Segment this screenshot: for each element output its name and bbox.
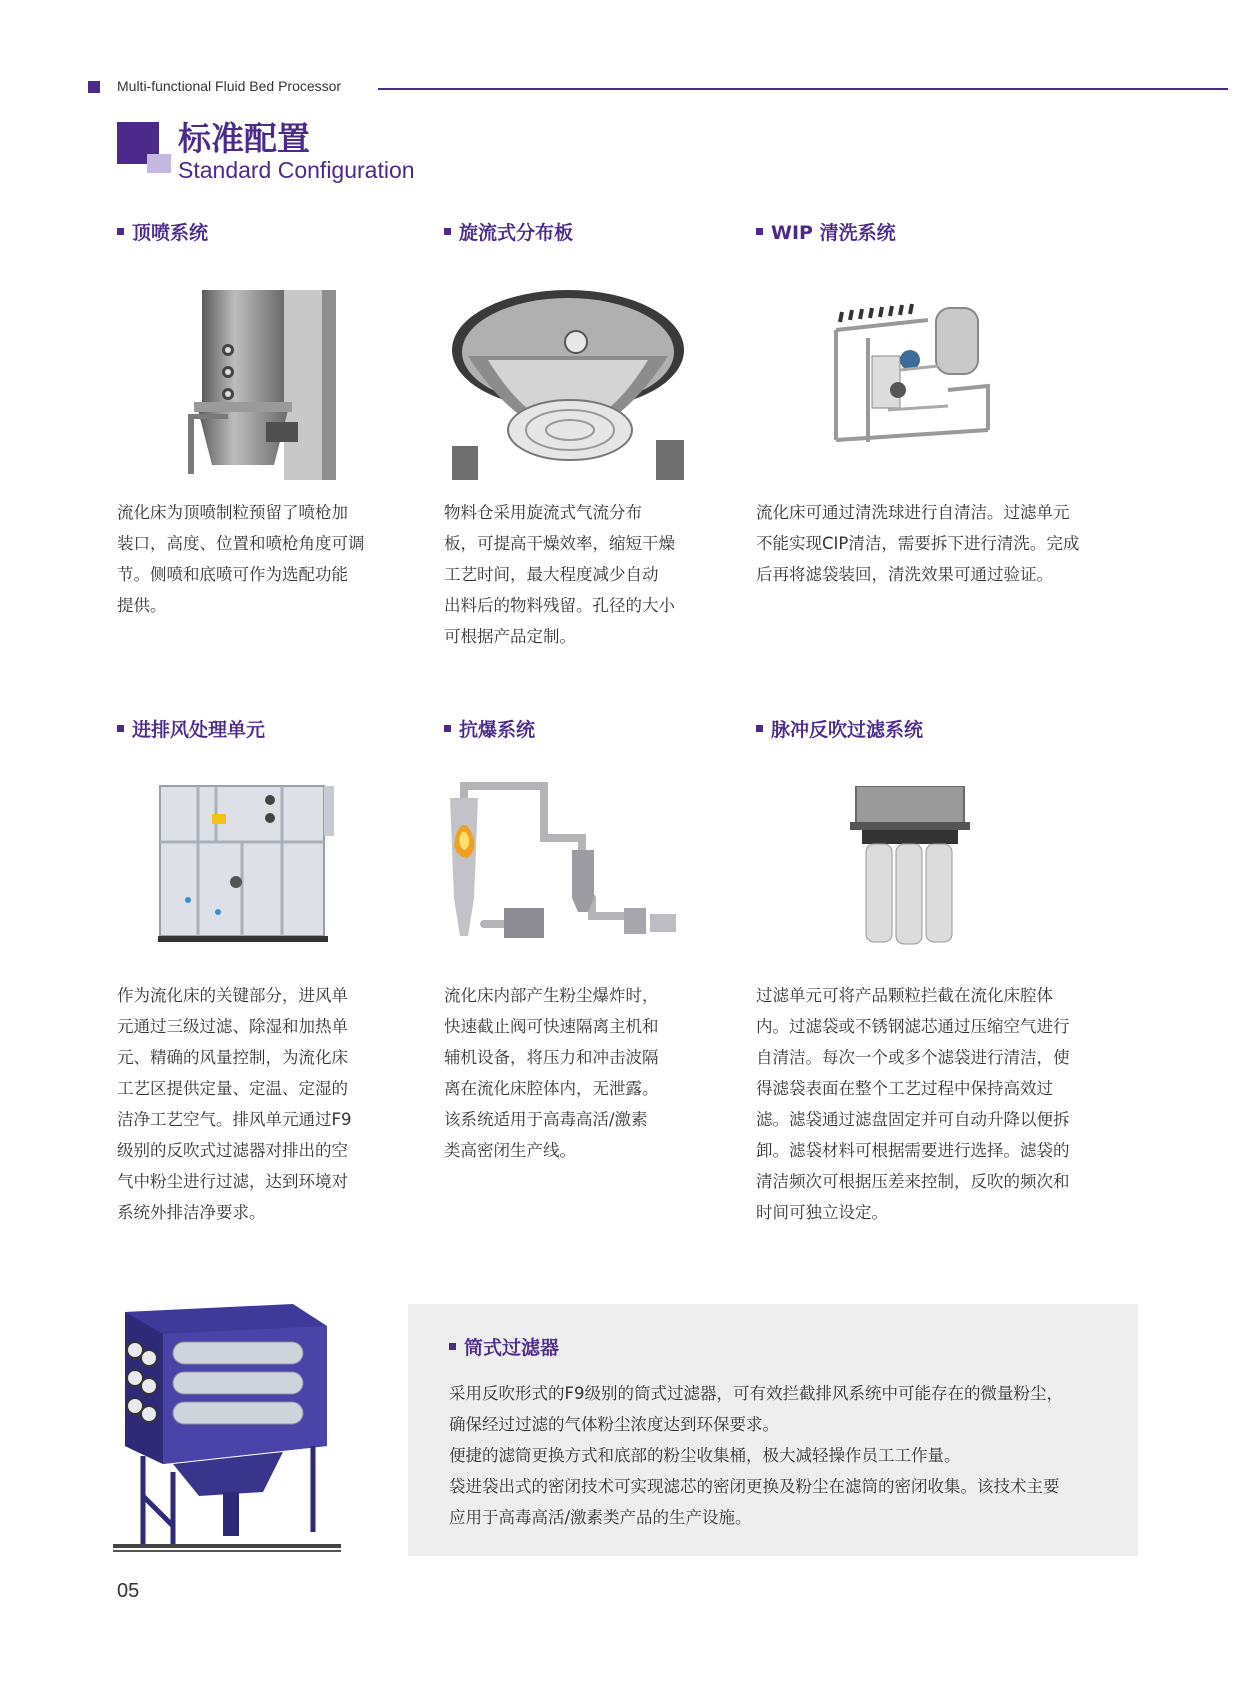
section-description-swirl-plate — [444, 497, 694, 652]
section-title: 脉冲反吹过滤系统 — [771, 719, 924, 741]
explosion-protection-diagram — [444, 778, 688, 948]
description-line: 气中粉尘进行过滤，达到环境对 — [117, 1172, 348, 1191]
section-heading-air-handling — [117, 715, 265, 742]
description-line: 滤。滤袋通过滤盘固定并可自动升降以便拆 — [756, 1110, 1070, 1129]
description-line: 流化床可通过清洗球进行自清洁。过滤单元 — [756, 503, 1070, 522]
description-line: 提供。 — [117, 596, 167, 615]
section-heading-explosion — [444, 715, 535, 742]
description-line: 过滤单元可将产品颗粒拦截在流化床腔体 — [756, 986, 1053, 1005]
header-rule — [378, 88, 1228, 90]
page-title-cn: 标准配置 — [178, 119, 310, 158]
section-description-cartridge — [449, 1378, 1119, 1533]
section-title: 旋流式分布板 — [459, 222, 574, 244]
description-line: 快速截止阀可快速隔离主机和 — [444, 1017, 659, 1036]
section-bullet — [756, 228, 763, 235]
page-number: 05 — [117, 1580, 140, 1602]
description-line: 工艺区提供定量、定温、定湿的 — [117, 1079, 348, 1098]
description-line: 工艺时间，最大程度减少自动 — [444, 565, 659, 584]
description-line: 采用反吹形式的F9级别的筒式过滤器，可有效拦截排风系统中可能存在的微量粉尘， — [449, 1384, 1063, 1403]
image-base-rule — [113, 1550, 341, 1552]
swirl-distribution-plate-photo — [448, 290, 688, 480]
section-title: 顶喷系统 — [132, 222, 209, 244]
section-description-air-handling — [117, 980, 387, 1228]
section-heading-cartridge — [449, 1333, 559, 1360]
section-title: 筒式过滤器 — [464, 1337, 560, 1359]
top-spray-chamber-photo — [188, 290, 348, 480]
section-bullet — [444, 725, 451, 732]
document-title: Multi-functional Fluid Bed Processor — [117, 78, 342, 94]
section-bullet — [449, 1343, 456, 1350]
description-line: 系统外排洁净要求。 — [117, 1203, 266, 1222]
page-title-en: Standard Configuration — [178, 157, 415, 183]
section-heading-pulse-filter — [756, 715, 923, 742]
description-line: 确保经过过滤的气体粉尘浓度达到环保要求。 — [449, 1415, 779, 1434]
description-line: 流化床为顶喷制粒预留了喷枪加 — [117, 503, 348, 522]
description-line: 应用于高毒高活/激素类产品的生产设施。 — [449, 1508, 752, 1527]
header-marker — [88, 81, 100, 93]
section-bullet — [756, 725, 763, 732]
description-line: 便捷的滤筒更换方式和底部的粉尘收集桶，极大减轻操作员工工作量。 — [449, 1446, 961, 1465]
description-line: 出料后的物料残留。孔径的大小 — [444, 596, 675, 615]
description-line: 自清洁。每次一个或多个滤袋进行清洁，使 — [756, 1048, 1070, 1067]
description-line: 可根据产品定制。 — [444, 627, 576, 646]
wip-cleaning-skid-photo — [828, 290, 998, 450]
description-line: 板，可提高干燥效率，缩短干燥 — [444, 534, 675, 553]
section-heading-wip — [756, 218, 896, 245]
description-line: 物料仓采用旋流式气流分布 — [444, 503, 642, 522]
description-line: 内。过滤袋或不锈钢滤芯通过压缩空气进行 — [756, 1017, 1070, 1036]
description-line: 洁净工艺空气。排风单元通过F9 — [117, 1110, 352, 1129]
description-line: 卸。滤袋材料可根据需要进行选择。滤袋的 — [756, 1141, 1070, 1160]
section-description-pulse-filter — [756, 980, 1126, 1228]
description-line: 后再将滤袋装回，清洗效果可通过验证。 — [756, 565, 1053, 584]
section-bullet — [117, 725, 124, 732]
description-line: 流化床内部产生粉尘爆炸时， — [444, 986, 659, 1005]
section-description-explosion — [444, 980, 694, 1166]
section-description-top-spray — [117, 497, 387, 621]
description-line: 得滤袋表面在整个工艺过程中保持高效过 — [756, 1079, 1053, 1098]
description-line: 不能实现CIP清洁，需要拆下进行清洗。完成 — [756, 534, 1080, 553]
description-line: 离在流化床腔体内，无泄露。 — [444, 1079, 659, 1098]
description-line: 作为流化床的关键部分，进风单 — [117, 986, 348, 1005]
section-title: 进排风处理单元 — [132, 719, 266, 741]
description-line: 袋进袋出式的密闭技术可实现滤芯的密闭更换及粉尘在滤筒的密闭收集。该技术主要 — [449, 1477, 1060, 1496]
section-title: WIP 清洗系统 — [771, 222, 896, 244]
description-line: 类高密闭生产线。 — [444, 1141, 576, 1160]
description-line: 装口，高度、位置和喷枪角度可调 — [117, 534, 365, 553]
description-line: 级别的反吹式过滤器对排出的空 — [117, 1141, 348, 1160]
section-bullet — [444, 228, 451, 235]
description-line: 节。侧喷和底喷可作为选配功能 — [117, 565, 348, 584]
description-line: 该系统适用于高毒高活/激素 — [444, 1110, 648, 1129]
pulse-filter-bags-photo — [850, 786, 970, 946]
description-line: 辅机设备，将压力和冲击波隔 — [444, 1048, 659, 1067]
description-line: 清洁频次可根据压差来控制，反吹的频次和 — [756, 1172, 1070, 1191]
section-title: 抗爆系统 — [459, 719, 536, 741]
section-heading-top-spray — [117, 218, 208, 245]
section-heading-swirl-plate — [444, 218, 573, 245]
description-line: 元、精确的风量控制，为流化床 — [117, 1048, 348, 1067]
cartridge-filter-photo — [113, 1296, 341, 1550]
air-handling-unit-photo — [158, 782, 338, 944]
section-description-wip — [756, 497, 1126, 590]
section-bullet — [117, 228, 124, 235]
description-line: 时间可独立设定。 — [756, 1203, 888, 1222]
title-decor-square-light — [147, 154, 171, 173]
description-line: 元通过三级过滤、除湿和加热单 — [117, 1017, 348, 1036]
